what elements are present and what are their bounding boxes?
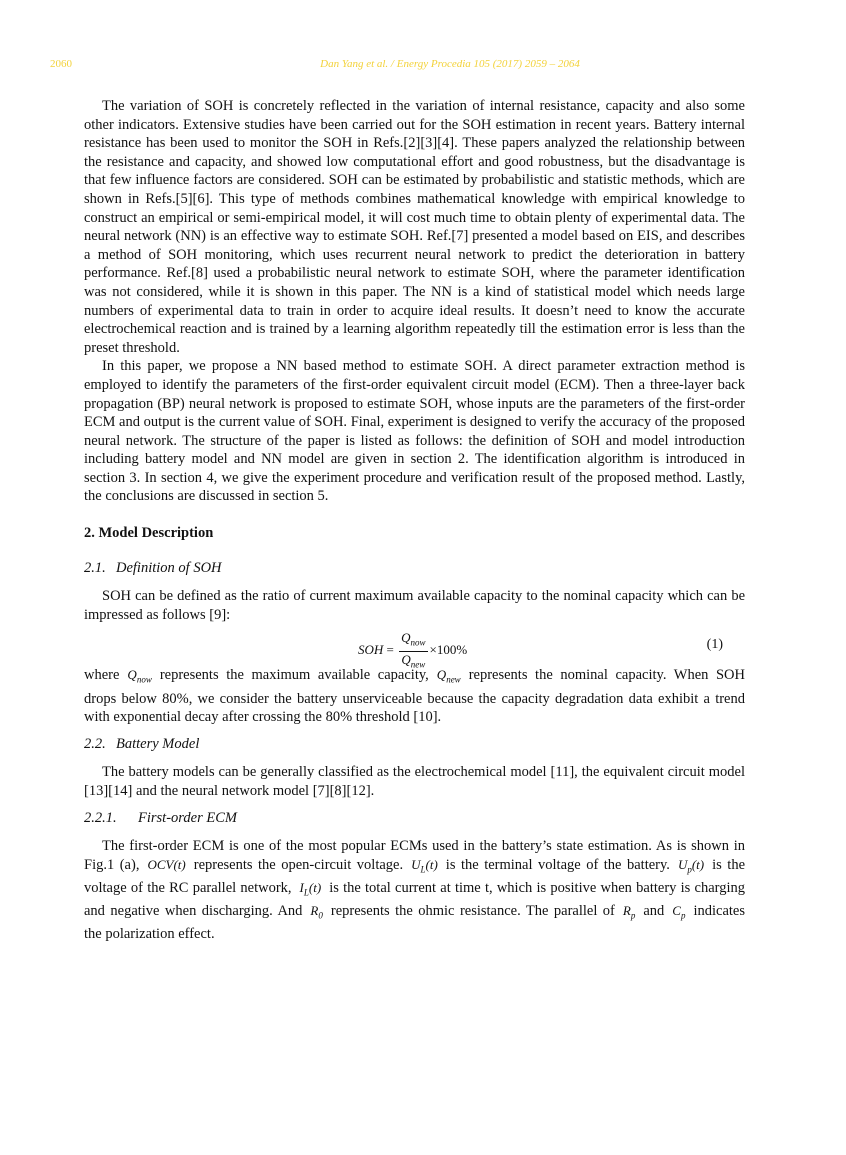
eq-rhs: ×100% — [429, 642, 468, 658]
subsubsection-heading-2-2-1 — [84, 809, 745, 828]
q-now-symbol: $Q_{now}$ — [127, 667, 152, 686]
subsection-heading-2-1 — [84, 559, 745, 578]
page-number: 2060 — [50, 58, 72, 70]
eq-denominator: $Q_{new}$ — [401, 652, 426, 670]
ul-symbol: $U_L(t)$ — [411, 856, 438, 875]
running-head: Dan Yang et al. / Energy Procedia 105 (2017) 2059 – 2064 — [320, 58, 580, 70]
subsection-number: 2.2. — [84, 735, 106, 752]
equation-number: (1) — [706, 637, 723, 653]
subsection-heading-2-2 — [84, 735, 745, 754]
soh-definition-paragraph: SOH can be defined as the ratio of current maximum available capacity to the nominal capacity which can be impressed as follows [9]: — [84, 588, 745, 623]
subsection-title: Definition of SOH — [116, 559, 222, 576]
q-new-symbol: $Q_{new}$ — [436, 667, 461, 686]
intro-paragraph-2: In this paper, we propose a NN based method to estimate SOH. A direct parameter extraction method is employed to identify the parameters of the first-order equivalent circuit model (ECM). Then a three-layer back propagation (BP) neural network is proposed to estimate SOH, whose inputs are the parameters of the first-order ECM and output is the current value of SOH. Final, experiment is designed to verify the accuracy of the proposed neural network. The structure of the paper is listed as follows: the definition of SOH and model introduction including battery model and NN model are given in section 2. The identification algorithm is introduced in section 3. In section 4, we give the experiment procedure and verification result of the proposed method. Lastly, the conclusions are discussed in section 5. — [84, 358, 745, 505]
ecm-paragraph: The first-order ECM is one of the most popular ECMs used in the battery’s state estimation. As is shown in Fig.1 (a), OCV(t) represents the open-circuit voltage. $U_L(t)$ is the terminal voltage of the battery. $U_p(t)$ is the voltage of the RC parallel network, $I_L(t)$ is the total current at time t, which is positive when battery is charging and negative when discharging. And $R_0$ represents the ohmic resistance. The parallel of $R_p$ and $C_p$ indicates the polarization effect. — [84, 838, 745, 943]
equation-1 — [84, 626, 745, 670]
eq-numerator: $Q_{now}$ — [399, 630, 427, 652]
subsection-title: Battery Model — [116, 735, 200, 752]
soh-where-paragraph: where $Q_{now}$ represents the maximum available capacity, $Q_{new}$ represents the nominal capacity. When SOH drops below 80%, we consider the battery unserviceable because the capacity degradation data exhibit a trend with exponential decay after crossing the 80% threshold [10]. — [84, 667, 745, 726]
rp-symbol: $R_p$ — [622, 903, 636, 921]
subsubsection-title: First-order ECM — [138, 809, 237, 826]
up-symbol: $U_p(t)$ — [677, 856, 705, 875]
subsection-number: 2.1. — [84, 559, 106, 576]
battery-model-paragraph: The battery models can be generally classified as the electrochemical model [11], the equivalent circuit model [13][14] and the neural network model [7][8][12]. — [84, 764, 745, 799]
r0-symbol: $R_0$ — [310, 903, 323, 921]
equation-body — [358, 630, 467, 672]
eq-fraction — [399, 630, 427, 672]
article-body — [84, 97, 745, 944]
ocv-symbol: OCV(t) — [147, 856, 186, 872]
intro-paragraph-1: The variation of SOH is concretely reflected in the variation of internal resistance, capacity and also some other indicators. Extensive studies have been carried out for the SOH estimation in recent years. Battery internal resistance has been used to monitor the SOH in Refs.[2][3][4]. These papers analyzed the relationship between the resistance and capacity, and showed low computational effort and good robustness, but the disadvantage is that few influence factors are considered. SOH can be estimated by probabilistic and statistic methods, which are shown in Refs.[5][6]. This type of methods combines mathematical knowledge with empirical knowledge to construct an empirical or semi-empirical model, it will cost much time to obtain plenty of experimental data. The neural network (NN) is an effective way to estimate SOH. Ref.[7] presented a model based on EIS, and describes a method of SOH monitoring, which uses recurrent neural network to predict the deterioration in battery performance. Ref.[8] used a probabilistic neural network to estimate SOH, where the parameter identification was not considered, while it is shown in this paper. The NN is a kind of statistical model which needs large numbers of experimental data to train in order to acquire ideal results. It doesn’t need to know the accurate electrochemical reaction and is trained by a learning algorithm repeatedly till the estimation error is less than the preset threshold. — [84, 98, 745, 356]
eq-lhs: SOH — [358, 642, 384, 658]
subsubsection-number: 2.2.1. — [84, 809, 117, 826]
eq-equals: = — [386, 642, 394, 658]
section-heading: 2. Model Description — [84, 525, 214, 542]
cp-symbol: $C_p$ — [672, 903, 686, 921]
il-symbol: $I_L(t)$ — [299, 879, 322, 898]
